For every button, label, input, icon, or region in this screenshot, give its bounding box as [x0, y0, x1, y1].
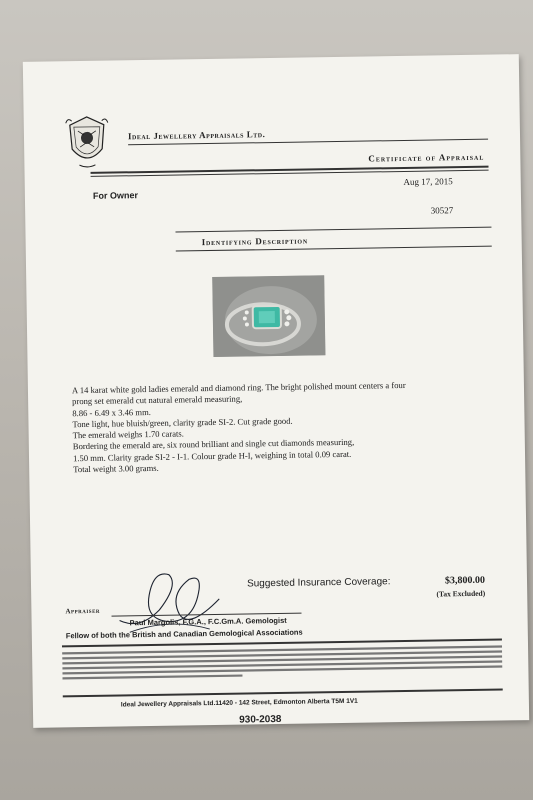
description-line: 8.86 - 6.49 x 3.46 mm.	[72, 406, 151, 418]
description-line: A 14 karat white gold ladies emerald and diamond ring. The bright polished mount centers a four	[71, 379, 406, 396]
fellowship-text: Fellow of both the British and Canadian Gemological Associations	[65, 627, 303, 641]
description-line: prong set emerald cut natural emerald measuring,	[72, 393, 243, 407]
description-line: 1.50 mm. Clarity grade SI-2 - I-1. Colour grade H-I, weighing in total 0.09 carat.	[72, 448, 352, 463]
certificate-number: 30527	[430, 205, 454, 216]
tax-note: (Tax Excluded)	[436, 588, 486, 599]
for-owner-label: For Owner	[92, 190, 139, 201]
fine-print-lines	[62, 643, 502, 684]
description-text	[72, 379, 493, 476]
certificate-title: Certificate of Appraisal	[368, 151, 485, 164]
footer-address: Ideal Jewellery Appraisals Ltd.11420 - 142 Street, Edmonton Alberta T5M 1V1	[120, 697, 358, 709]
appraisal-date: Aug 17, 2015	[403, 176, 453, 187]
insurance-label: Suggested Insurance Coverage:	[246, 576, 391, 590]
fine-print	[62, 643, 503, 685]
description-line: Total weight 3.00 grams.	[73, 462, 159, 475]
section-rule-top	[175, 227, 491, 233]
appraisal-certificate	[23, 54, 529, 728]
description-line: The emerald weighs 1.70 carats.	[72, 428, 184, 441]
crest-logo	[64, 113, 111, 172]
footer-rule-bottom	[63, 688, 503, 696]
appraiser-label: Appraiser	[65, 606, 101, 616]
section-title: Identifying Description	[201, 235, 309, 248]
ring-illustration	[212, 275, 325, 357]
ring-photo	[212, 275, 325, 357]
description-line: Bordering the emerald are, six round brilliant and single cut diamonds measuring,	[72, 437, 355, 452]
phone-number: 930-2038	[239, 713, 282, 726]
insurance-value: $3,800.00	[444, 574, 486, 587]
company-name: Ideal Jewellery Appraisals Ltd.	[127, 129, 266, 142]
appraiser-name: Paul Margolis, F.G.A., F.C.Gm.A. Gemologist	[129, 615, 287, 628]
description-line: Tone light, hue bluish/green, clarity grade SI-2. Cut grade good.	[72, 415, 293, 430]
